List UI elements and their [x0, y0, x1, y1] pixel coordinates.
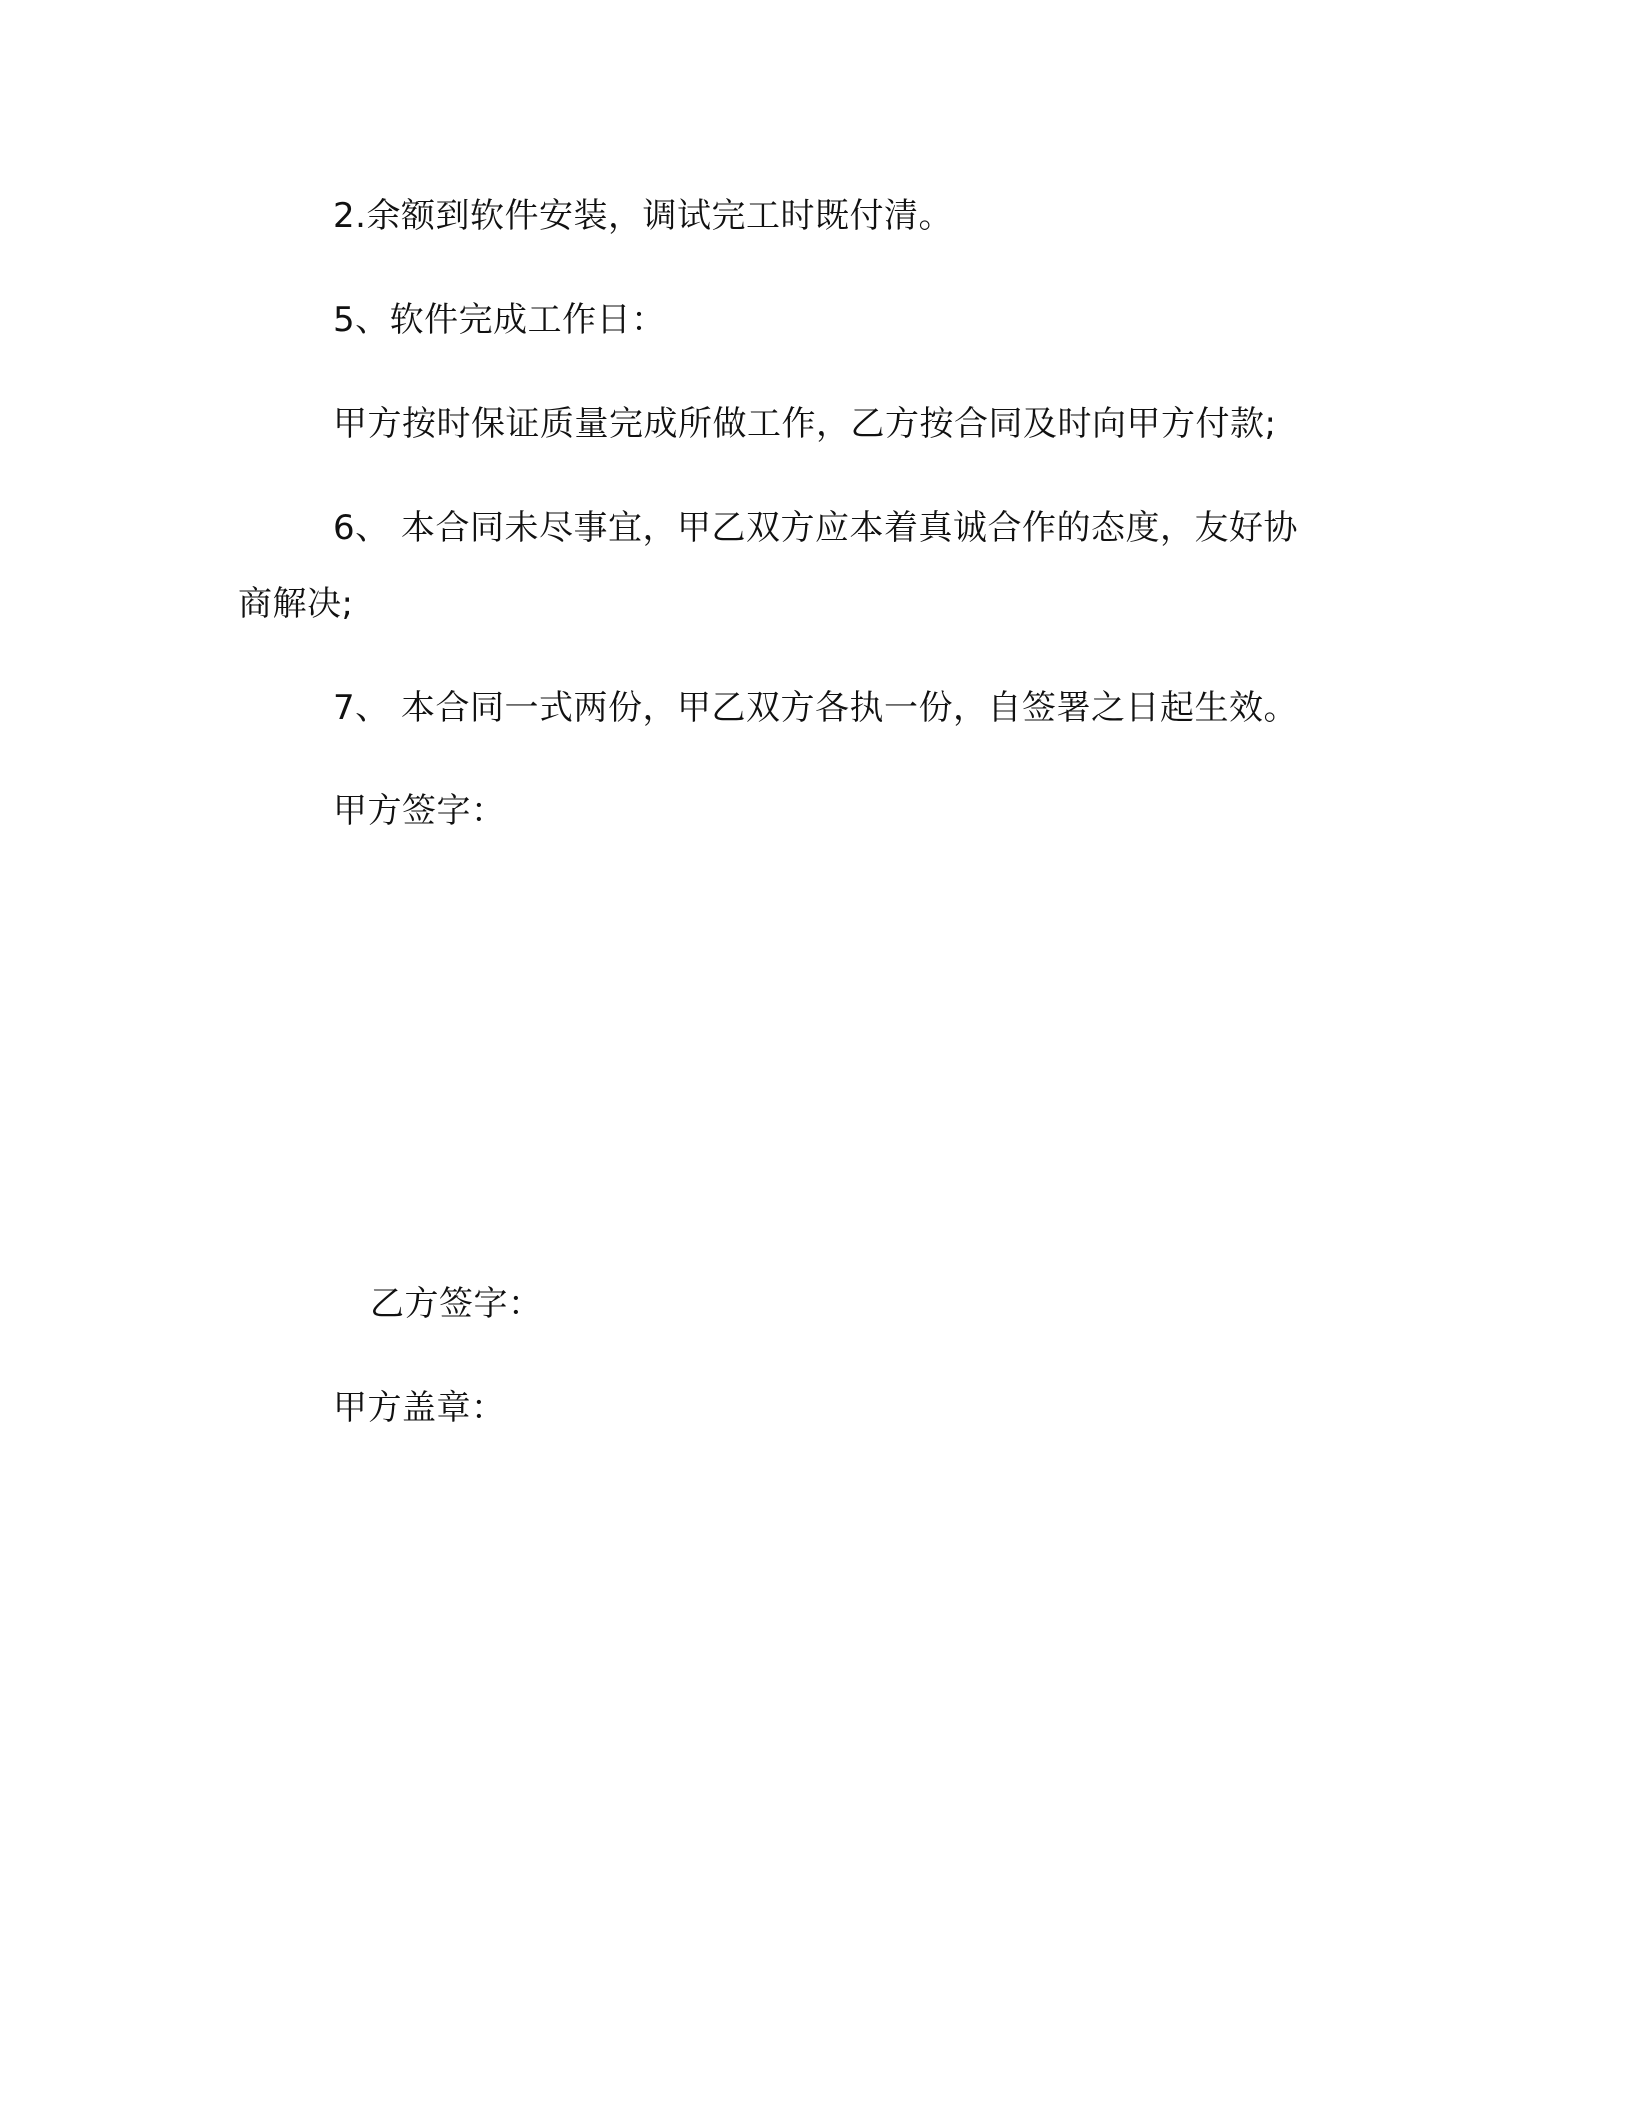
- party-a-seal-label: 甲方盖章：: [333, 1388, 506, 1428]
- paragraph-copies-effective: 7、 本合同一式两份，甲乙双方各执一份，自签署之日起生效。: [333, 688, 1298, 728]
- party-b-signature-label: 乙方签字：: [370, 1284, 543, 1324]
- paragraph-unresolved-matters-line2: 商解决;: [238, 584, 354, 624]
- paragraph-balance-payment: 2.余额到软件安装，调试完工时既付清。: [333, 196, 953, 236]
- paragraph-unresolved-matters-line1: 6、 本合同未尽事宜，甲乙双方应本着真诚合作的态度，友好协: [333, 508, 1298, 548]
- paragraph-work-quality-payment: 甲方按时保证质量完成所做工作，乙方按合同及时向甲方付款;: [333, 404, 1277, 444]
- party-a-signature-label: 甲方签字：: [333, 791, 506, 831]
- paragraph-completion-workday-heading: 5、软件完成工作日：: [333, 300, 666, 340]
